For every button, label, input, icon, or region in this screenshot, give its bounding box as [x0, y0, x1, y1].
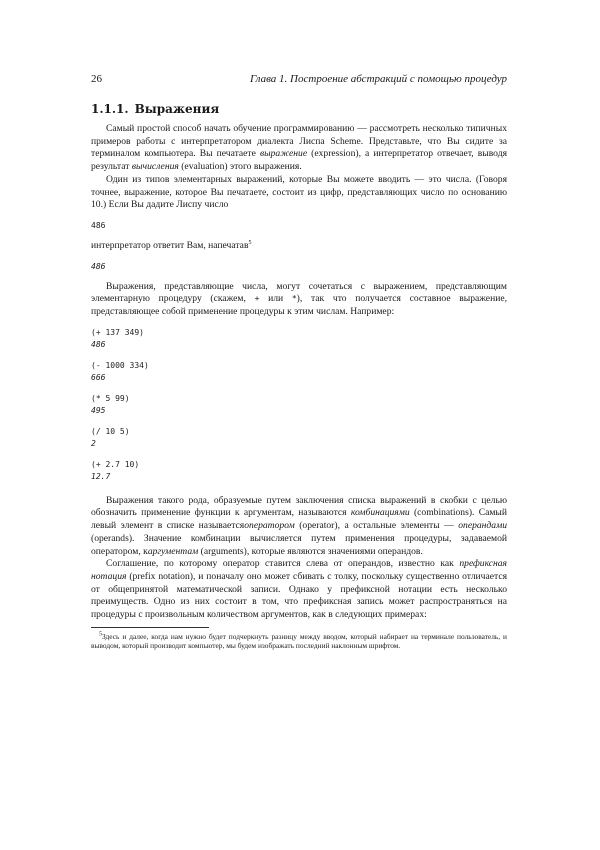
term-operator: оператором [244, 520, 295, 532]
paragraph-2: Один из типов элементарных выражений, которые Вы можете вводить — это числа. (Говоря точнее, выражение, которое Вы печатаете, состоит из цифр, представляющих число по основанию 10.) Если Вы дадите Лиспу число [91, 173, 507, 211]
example-output: 12.7 [91, 471, 111, 481]
code-output: 486 [91, 261, 106, 271]
term-evaluation: вычисления [131, 161, 179, 173]
paragraph-5: Выражения такого рода, образуемые путем заключения списка выражений в скобки с целью обозначить применение функции к аргументам, называются комбинациями (combinations). Самый левый элемент в списке называетсяоператором (operator), а остальные элементы — операндами (operands). Значение комбинации вычисляется путем применения процедуры, задаваемой оператором, каргументам (arguments), которые являются значениями операндов. [91, 494, 507, 557]
example-input: (- 1000 334) [91, 360, 149, 370]
example-pair [91, 426, 507, 450]
example-input: (+ 2.7 10) [91, 459, 140, 469]
example-output: 495 [91, 405, 106, 415]
example-output: 2 [91, 438, 96, 448]
star-operator: * [291, 294, 297, 304]
footnote-ref: 5 [248, 239, 252, 246]
example-input: (+ 137 349) [91, 327, 144, 337]
paragraph-6: Соглашение, по которому оператор ставится слева от операндов, известно как префиксная нотация (prefix notation), и поначалу оно может сбивать с толку, поскольку существенно отличается от общепринятой математической записи. Однако у префиксной нотации есть несколько преимуществ. Одно из них состоит в том, что префиксная запись может распространяться на процедуры с произвольным количеством аргументов, как в следующих примерах: [91, 558, 507, 621]
body-text [91, 101, 507, 650]
example-pair [91, 327, 507, 351]
footnote [91, 632, 507, 650]
code-input: 486 [91, 220, 106, 230]
paragraph-4: Выражения, представляющие числа, могут сочетаться с выражением, представляющим элементарную процедуру (скажем, + или *), так что получается составное выражение, представляющее собой применение процедуры к этим числам. Например: [91, 280, 507, 318]
section-number: 1.1.1. [91, 102, 129, 116]
plus-operator: + [254, 294, 260, 304]
section-heading [91, 101, 507, 117]
paragraph-1: Самый простой способ начать обучение программированию — рассмотреть несколько типичных примеров работы с интерпретатором диалекта Лиспа Scheme. Представьте, что Вы сидите за терминалом компьютера. Вы печатаете выражение (expression), а интерпретатор отвечает, выводя результат вычисления (evaluation) этого выражения. [91, 123, 508, 173]
term-expression: выражение [259, 148, 308, 160]
example-output: 666 [91, 372, 106, 382]
page-number: 26 [91, 73, 102, 85]
example-pair [91, 393, 507, 417]
example-pair [91, 360, 507, 384]
footnote-text: Здесь и далее, когда нам нужно будет подчеркнуть разницу между вводом, который набирает на терминале пользователь, и выводом, который производит компьютер, мы будем изображать последний наклонным шрифтом. [91, 631, 507, 650]
term-arguments: аргументам [147, 545, 199, 557]
section-title: Выражения [134, 102, 220, 116]
running-header [91, 73, 507, 87]
example-input: (/ 10 5) [91, 426, 130, 436]
examples-block [91, 327, 507, 483]
example-input: (* 5 99) [91, 393, 130, 403]
running-title: Глава 1. Построение абстракций с помощью процедур [250, 73, 507, 85]
example-pair [91, 459, 507, 483]
footnote-rule [91, 627, 209, 628]
paragraph-3: интерпретатор ответит Вам, напечатав$^5$ [91, 239, 252, 251]
term-prefix-notation: префиксная нотация [91, 558, 507, 582]
example-output: 486 [91, 339, 106, 349]
term-combinations: комбинациями [350, 507, 410, 519]
footnote-mark: 5 [99, 631, 102, 638]
term-operands: операндами [458, 520, 507, 532]
